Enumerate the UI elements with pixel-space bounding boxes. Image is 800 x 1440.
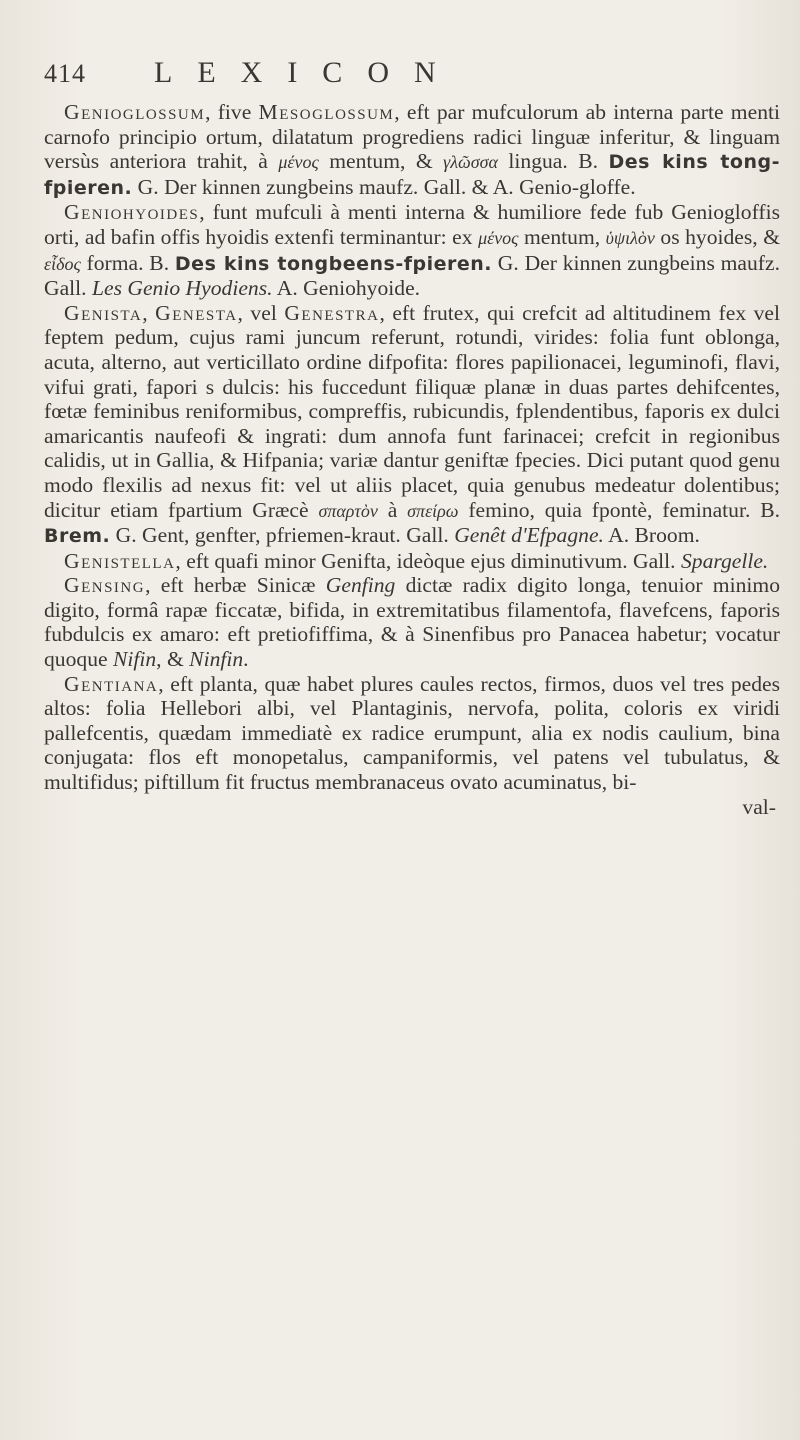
entry-text: G. Der kinnen zungbeins maufz. Gall. & A. Genio-gloffe. [132,174,636,199]
entry-genistella [44,549,780,574]
entry-text: mentum, [518,224,606,249]
entry-text: dictæ radix digito longa, tenuior minimo digito, formâ rapæ ficcatæ, bifida, in extremitatibus filamentofa, flavefcens, faporis fubdulcis ex amaro: eft pretiofiffima, & à Sinenfibus pro Panacea habetur; vocatur quoque [44,573,780,672]
page-number: 414 [44,59,86,88]
entry-text: , eft herbæ Sinicæ [145,573,326,598]
entry-text: , funt mufculi à menti interna & humiliore fede fub Geniogloffis orti, ad bafin offis hyoidis extenfi terminantur: ex [44,200,780,249]
entry-text: os hyoides, & [654,224,781,249]
greek-term: σπαρτὸν [318,500,378,521]
catchword: val- [742,794,776,819]
entry-gentiana [44,672,780,795]
entry-text: , eft frutex, qui crefcit ad altitudinem fex vel feptem pedum, cujus rami juncum referunt, rotundi, virides: folia funt oblonga, acuta, alterno, aut verticillato ordine difpofita: flores papilionacei, leguminofi, flavi, vifui grati, fapori s dulcis: his fuccedunt filiquæ planæ in duas partes dehifcentes, fœtæ feminibus reniformibus, compreffis, rubicundis, fplendentibus, faporis ex dulci amaricantis naufeofi & ingrati: dum annofa funt farinacei; crefcit in regionibus calidis, ut in Gallia, & Hifpania; variæ dantur geniftæ fpecies. Dici putant quod genu modo flexilis ad nexus fit: vel ut aliis placet, quia genubus medeatur dolentibus; dicitur etiam fpartium Græcè [44,300,781,522]
greek-term: εἶδος [44,253,81,274]
italic-term: Nifin [112,647,157,672]
french-gloss: Genêt d'Efpagne. [454,523,604,548]
greek-term: μένος [478,227,519,248]
dictionary-entries [44,100,780,819]
entry-text: A. Broom. [603,523,700,548]
entry-headword: Genista [64,300,143,325]
running-head: LEXICON [154,56,461,89]
french-gloss: Les Genio Hyodiens. [91,276,273,301]
dutch-gloss: Brem. [44,525,111,548]
entry-text: G. Der kinnen zungbeins maufz. Gall. [44,250,780,301]
entry-text: , eft planta, quæ habet plures caules rectos, firmos, duos vel tres pedes altos: folia Hellebori albi, vel Plantaginis, nervofa, polita, coloris ex viridi pallefcentis, quædam immediatè ex radice erumpunt, alia ex nodis caulium, bina conjugata: flos eft monopetalus, campaniformis, vel patens vel tubulatus, & multifidus; piftillum fit fructus membranaceus ovato acuminatus, bi- [44,671,780,795]
entry-text: lingua. B. [497,149,609,174]
dutch-gloss: Des kins tong-fpieren. [44,151,780,199]
entry-text: , [142,300,156,325]
dutch-gloss: Des kins tongbeens-fpieren. [174,252,492,275]
entry-alt-headword: Genesta [155,300,238,325]
entry-text: femino, quia fpontè, feminatur. B. [458,497,781,522]
entry-text: forma. B. [80,250,175,275]
entry-text: , eft quafi minor Genifta, ideòque ejus diminutivum. Gall. [175,548,681,573]
page-header [44,56,776,96]
entry-text: , eft par mufculorum ab interna parte menti carnofo principio ortum, dilatatum progrediens radici linguæ inferitur, & linguam versùs anteriora trahit, à [44,100,780,174]
entry-headword: Gensing [64,573,146,598]
entry-headword: Genioglossum [64,100,206,124]
entry-text: . [243,647,249,672]
italic-term: Ninfin [189,647,244,672]
entry-alt-headword: Genestra [284,300,380,325]
entry-gensing [44,573,780,671]
greek-term: ὑψιλὸν [605,227,655,248]
entry-text: mentum, & [318,149,444,174]
entry-headword: Genistella [64,548,176,573]
entry-alt-headword: Mesoglossum [258,100,395,124]
entry-genioglossum [44,100,780,200]
entry-headword: Geniohyoides [64,200,200,225]
entry-headword: Gentiana [64,671,159,696]
greek-term: σπείρω [407,500,459,521]
entry-genista [44,301,780,549]
entry-text: A. Geniohyoide. [272,276,421,301]
entry-text: G. Gent, genfter, pfriemen-kraut. Gall. [110,523,455,548]
italic-term: Genfing [325,573,396,598]
entry-text: à [377,497,408,522]
entry-text: , & [156,647,190,672]
greek-term: μένος [278,152,319,173]
french-gloss: Spargelle. [680,548,769,573]
entry-text: , vel [237,300,285,325]
entry-geniohyoides [44,200,780,300]
entry-text: , five [205,100,259,124]
greek-term: γλῶσσα [443,152,498,173]
